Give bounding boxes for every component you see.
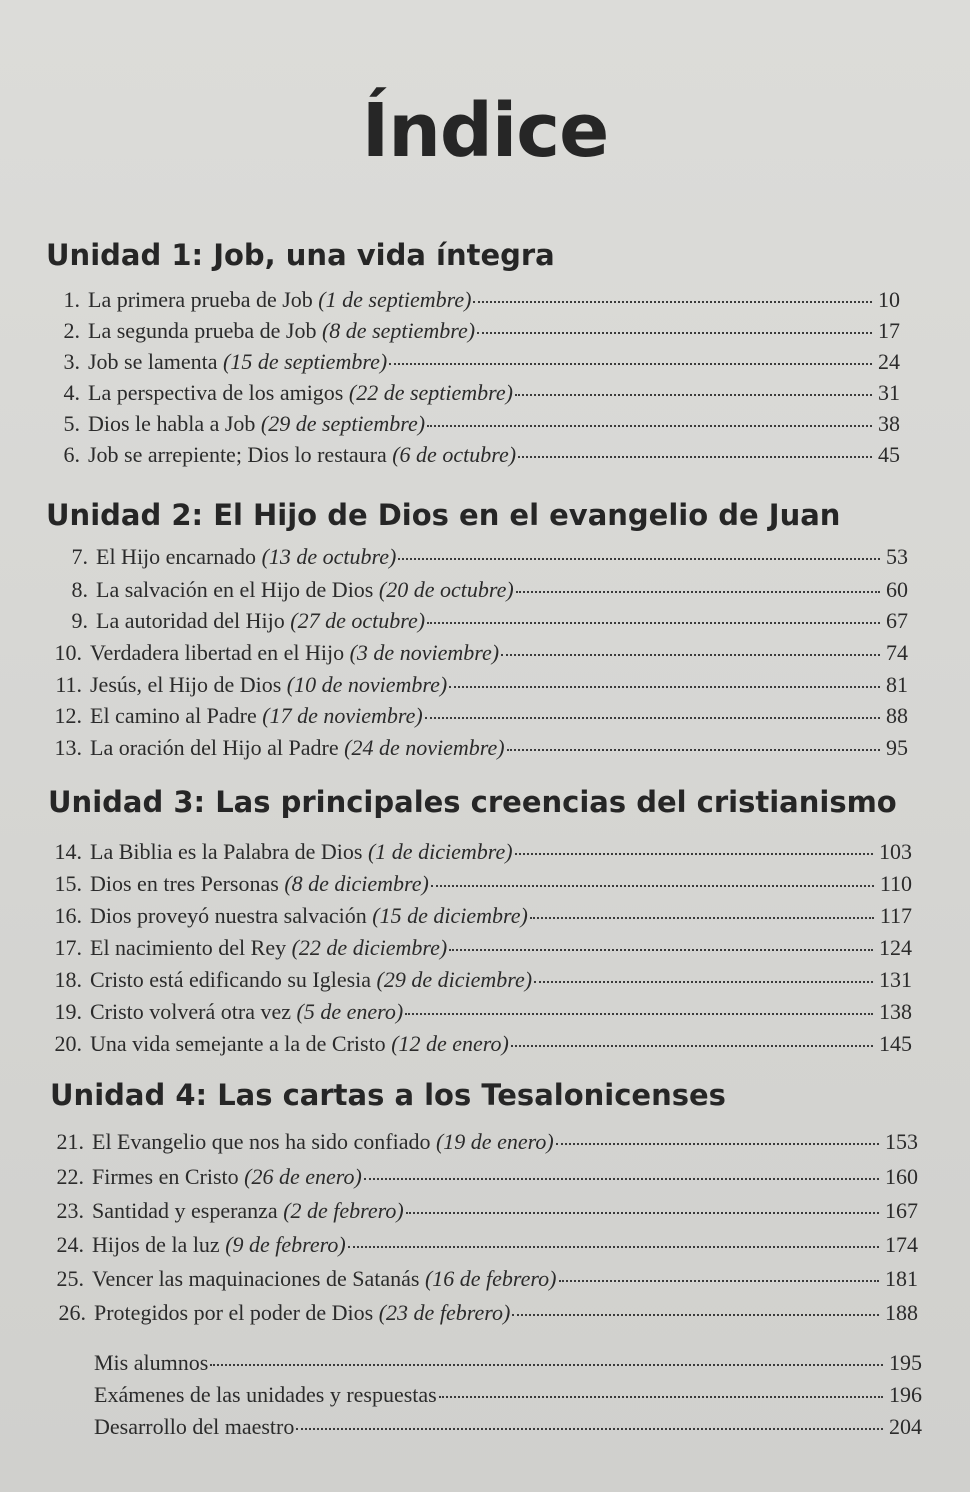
lesson-title: Firmes en Cristo (92, 1164, 239, 1189)
toc-entry[interactable] (46, 735, 908, 761)
lesson-number: 22. (56, 1164, 84, 1189)
lesson-number: 11. (55, 672, 82, 697)
toc-entry[interactable] (46, 967, 912, 993)
toc-entry[interactable] (52, 544, 908, 570)
lesson-title: Cristo está edificando su Iglesia (90, 967, 372, 992)
unit-heading: Unidad 4: Las cartas a los Tesalonicenses (50, 1078, 726, 1112)
lesson-title: Cristo volverá otra vez (90, 999, 291, 1024)
toc-entry[interactable] (52, 577, 908, 603)
lesson-date: (3 de noviembre) (349, 640, 500, 665)
lesson-title: La primera prueba de Job (88, 287, 313, 312)
toc-extra-entry[interactable] (94, 1350, 922, 1376)
dot-leader (210, 1364, 883, 1366)
toc-entry[interactable] (46, 1031, 912, 1057)
dot-leader (439, 1396, 883, 1398)
lesson-title: El Hijo encarnado (96, 544, 257, 569)
lesson-number: 12. (54, 703, 82, 728)
lesson-date: (19 de enero) (435, 1129, 554, 1154)
lesson-date: (16 de febrero) (424, 1266, 557, 1291)
lesson-date: (10 de noviembre) (286, 672, 448, 697)
page-number: 188 (885, 1300, 918, 1325)
page-number: 145 (879, 1031, 912, 1056)
toc-extra-entry[interactable] (94, 1382, 922, 1408)
page-number: 167 (885, 1198, 918, 1223)
page-title: Índice (361, 88, 609, 174)
dot-leader (398, 558, 880, 560)
page-number: 60 (886, 577, 908, 602)
lesson-date: (1 de septiembre) (318, 287, 472, 312)
dot-leader (364, 1178, 879, 1180)
lesson-date: (22 de diciembre) (291, 935, 448, 960)
lesson-number: 4. (63, 380, 80, 405)
page-number: 24 (878, 349, 900, 374)
lesson-number: 9. (71, 608, 88, 633)
toc-entry[interactable] (52, 380, 900, 406)
lesson-title: Hijos de la luz (92, 1232, 220, 1257)
lesson-title: Job se arrepiente; Dios lo restaura (88, 442, 387, 467)
page-number: 67 (886, 608, 908, 633)
lesson-number: 7. (71, 544, 88, 569)
lesson-date: (5 de enero) (296, 999, 404, 1024)
lesson-title: Vencer las maquinaciones de Satanás (92, 1266, 420, 1291)
lesson-title: Protegidos por el poder de Dios (94, 1300, 374, 1325)
dot-leader (389, 363, 872, 365)
toc-entry[interactable] (52, 442, 900, 468)
lesson-title: Job se lamenta (88, 349, 218, 374)
extra-title: Desarrollo del maestro (94, 1414, 295, 1439)
dot-leader (556, 1143, 879, 1145)
page-number: 160 (885, 1164, 918, 1189)
dot-leader (473, 301, 872, 303)
dot-leader (449, 949, 873, 951)
lesson-date: (29 de diciembre) (376, 967, 533, 992)
lesson-date: (8 de septiembre) (321, 318, 476, 343)
toc-entry[interactable] (48, 1232, 918, 1258)
lesson-title: Una vida semejante a la de Cristo (90, 1031, 386, 1056)
dot-leader (425, 717, 880, 719)
lesson-title: Dios en tres Personas (90, 871, 279, 896)
lesson-number: 6. (63, 442, 80, 467)
page-number: 174 (885, 1232, 918, 1257)
lesson-title: El camino al Padre (90, 703, 257, 728)
lesson-number: 19. (54, 999, 82, 1024)
dot-leader (515, 853, 873, 855)
dot-leader (477, 332, 872, 334)
lesson-title: Jesús, el Hijo de Dios (90, 672, 282, 697)
lesson-date: (8 de diciembre) (284, 871, 429, 896)
lesson-title: Verdadera libertad en el Hijo (90, 640, 345, 665)
lesson-date: (26 de enero) (244, 1164, 362, 1189)
lesson-number: 5. (63, 411, 80, 436)
toc-entry[interactable] (48, 1164, 918, 1190)
page-number: 153 (885, 1129, 918, 1154)
unit-heading: Unidad 1: Job, una vida íntegra (46, 238, 555, 272)
dot-leader (515, 394, 872, 396)
lesson-date: (17 de noviembre) (262, 703, 423, 728)
page-number: 103 (879, 839, 912, 864)
dot-leader (296, 1428, 883, 1430)
toc-entry[interactable] (52, 318, 900, 344)
toc-entry[interactable] (50, 1300, 918, 1326)
dot-leader (559, 1280, 880, 1282)
page-number: 195 (889, 1350, 922, 1375)
dot-leader (431, 885, 874, 887)
lesson-date: (29 de septiembre) (260, 411, 426, 436)
lesson-number: 8. (71, 577, 88, 602)
dot-leader (534, 981, 873, 983)
toc-entry[interactable] (46, 903, 912, 929)
lesson-title: El Evangelio que nos ha sido confiado (92, 1129, 431, 1154)
page-number: 196 (889, 1382, 922, 1407)
lesson-date: (22 de septiembre) (348, 380, 514, 405)
toc-entry[interactable] (52, 349, 900, 375)
dot-leader (405, 1013, 873, 1015)
lesson-number: 10. (54, 640, 82, 665)
dot-leader (427, 622, 880, 624)
page-number: 17 (878, 318, 900, 343)
toc-entry[interactable] (48, 1266, 918, 1292)
lesson-title: La segunda prueba de Job (88, 318, 317, 343)
toc-entry[interactable] (46, 935, 912, 961)
lesson-date: (15 de diciembre) (372, 903, 528, 928)
lesson-title: Santidad y esperanza (92, 1198, 278, 1223)
page-number: 81 (886, 672, 908, 697)
lesson-date: (2 de febrero) (283, 1198, 404, 1223)
lesson-date: (23 de febrero) (378, 1300, 511, 1325)
toc-entry[interactable] (46, 839, 912, 865)
lesson-title: La autoridad del Hijo (96, 608, 285, 633)
lesson-date: (9 de febrero) (225, 1232, 346, 1257)
lesson-title: Dios proveyó nuestra salvación (90, 903, 367, 928)
dot-leader (530, 917, 874, 919)
page-number: 88 (886, 703, 908, 728)
page-number: 31 (878, 380, 900, 405)
extra-title: Exámenes de las unidades y respuestas (94, 1382, 437, 1407)
lesson-date: (12 de enero) (391, 1031, 509, 1056)
page-number: 74 (886, 640, 908, 665)
lesson-date: (1 de diciembre) (367, 839, 513, 864)
page-number: 110 (879, 871, 912, 896)
extra-title: Mis alumnos (94, 1350, 209, 1375)
lesson-title: La oración del Hijo al Padre (90, 735, 339, 760)
toc-entry[interactable] (52, 287, 900, 313)
lesson-number: 17. (54, 935, 82, 960)
dot-leader (511, 1045, 873, 1047)
dot-leader (507, 749, 880, 751)
lesson-title: La salvación en el Hijo de Dios (96, 577, 374, 602)
toc-entry[interactable] (46, 871, 912, 897)
page-number: 124 (879, 935, 912, 960)
page-number: 181 (885, 1266, 918, 1291)
lesson-number: 3. (63, 349, 80, 374)
lesson-date: (6 de octubre) (392, 442, 517, 467)
page-number: 53 (886, 544, 908, 569)
toc-entry[interactable] (46, 640, 908, 666)
dot-leader (427, 425, 872, 427)
lesson-title: El nacimiento del Rey (90, 935, 287, 960)
lesson-title: Dios le habla a Job (88, 411, 256, 436)
lesson-number: 14. (54, 839, 82, 864)
lesson-number: 20. (54, 1031, 82, 1056)
toc-entry[interactable] (48, 1129, 918, 1155)
lesson-number: 18. (54, 967, 82, 992)
unit-heading: Unidad 3: Las principales creencias del cristianismo (48, 785, 897, 819)
page-number: 95 (886, 735, 908, 760)
lesson-date: (15 de septiembre) (223, 349, 388, 374)
lesson-title: La perspectiva de los amigos (88, 380, 344, 405)
lesson-date: (13 de octubre) (261, 544, 397, 569)
lesson-number: 16. (54, 903, 82, 928)
lesson-number: 15. (54, 871, 82, 896)
toc-entry[interactable] (46, 999, 912, 1025)
page-number: 117 (879, 903, 912, 928)
lesson-date: (24 de noviembre) (344, 735, 505, 760)
lesson-number: 25. (56, 1266, 84, 1291)
page-number: 204 (889, 1414, 922, 1439)
toc-entry[interactable] (46, 672, 908, 698)
toc-entry[interactable] (52, 411, 900, 437)
lesson-title: La Biblia es la Palabra de Dios (90, 839, 363, 864)
toc-entry[interactable] (52, 608, 908, 634)
unit-heading: Unidad 2: El Hijo de Dios en el evangelio de Juan (46, 498, 841, 532)
dot-leader (516, 591, 880, 593)
lesson-number: 21. (56, 1129, 84, 1154)
dot-leader (512, 1314, 879, 1316)
page-number: 45 (878, 442, 900, 467)
lesson-number: 26. (58, 1300, 86, 1325)
dot-leader (449, 686, 880, 688)
toc-extra-entry[interactable] (94, 1414, 922, 1440)
lesson-date: (20 de octubre) (378, 577, 514, 602)
page-number: 131 (879, 967, 912, 992)
page-number: 38 (878, 411, 900, 436)
lesson-number: 24. (56, 1232, 84, 1257)
toc-entry[interactable] (48, 1198, 918, 1224)
lesson-date: (27 de octubre) (290, 608, 426, 633)
dot-leader (348, 1246, 879, 1248)
toc-entry[interactable] (46, 703, 908, 729)
lesson-number: 23. (56, 1198, 84, 1223)
lesson-number: 2. (63, 318, 80, 343)
dot-leader (501, 654, 880, 656)
page-number: 138 (879, 999, 912, 1024)
dot-leader (406, 1212, 879, 1214)
dot-leader (518, 456, 872, 458)
lesson-number: 1. (63, 287, 80, 312)
lesson-number: 13. (54, 735, 82, 760)
page-number: 10 (878, 287, 900, 312)
